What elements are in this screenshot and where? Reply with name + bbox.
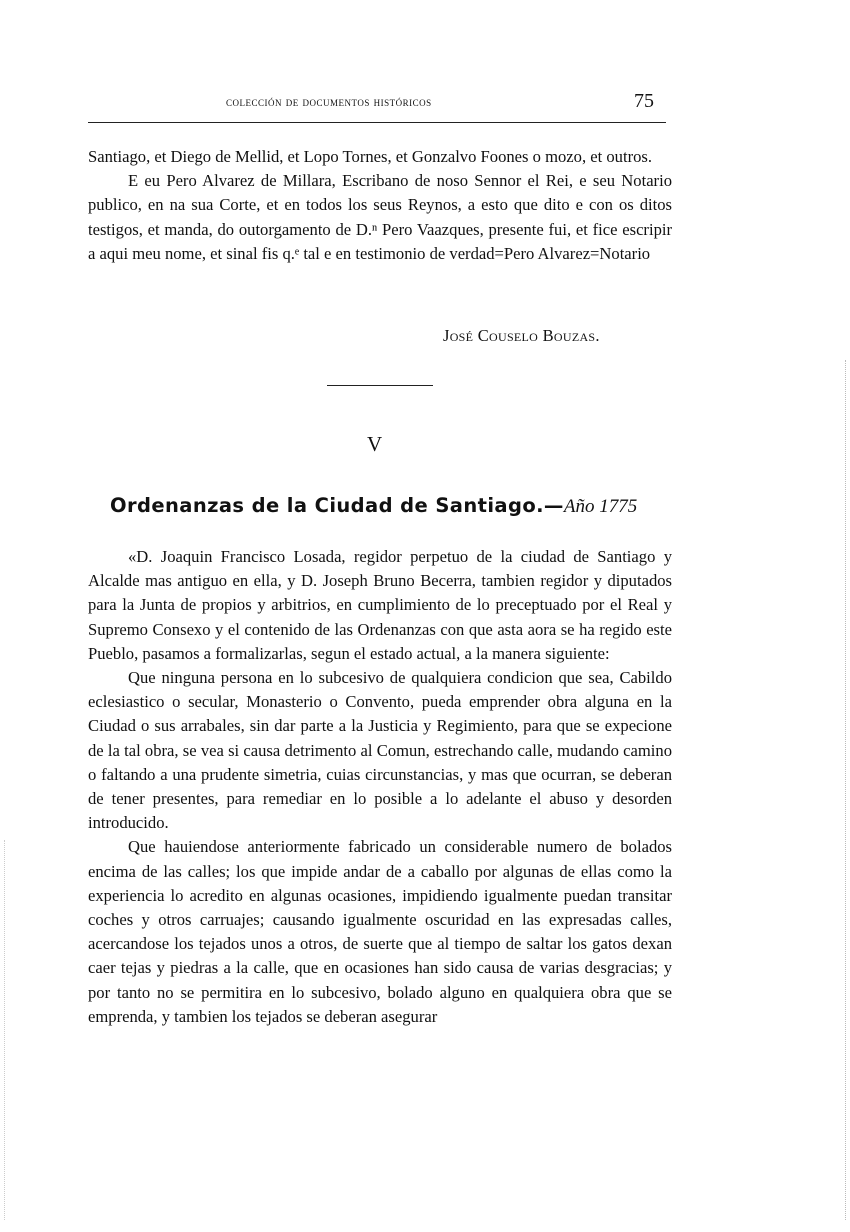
document-title-text: Ordenanzas de la Ciudad de Santiago.—	[110, 494, 564, 517]
document-year: Año 1775	[563, 496, 638, 517]
document-title	[110, 494, 637, 518]
prior-document-text	[88, 145, 672, 266]
paragraph: Santiago, et Diego de Mellid, et Lopo Tornes, et Gonzalvo Foones o mozo, et outros.	[88, 147, 653, 166]
paragraph: «D. Joaquin Francisco Losada, regidor perpetuo de la ciudad de Santiago y Alcalde mas antiguo en ella, y D. Joseph Bruno Becerra, tambien regidor y diputados para la Junta de propios y arbitrios, en cumplimiento de lo preceptuado por el Real y Supremo Consexo y el contenido de las Ordenanzas con que asta aora se ha regido este Pueblo, pasamos a formalizarlas, segun el estado actual, a la manera siguiente:	[88, 547, 672, 663]
signature: José Couselo Bouzas.	[443, 326, 600, 345]
scan-margin-artifact	[844, 360, 846, 1220]
running-header	[88, 92, 666, 123]
ordinances-text	[88, 545, 672, 1029]
running-title: colección de documentos históricos	[226, 94, 432, 109]
scan-margin-artifact	[4, 840, 6, 1220]
paragraph: Que ninguna persona en lo subcesivo de qualquiera condicion que sea, Cabildo eclesiastico o secular, Monasterio o Convento, pueda emprender obra alguna en la Ciudad o sus arrabales, sin dar parte a la Justicia y Regimiento, para que se expecione de la tal obra, se vea si causa detrimento al Comun, estrechando calle, mudando camino o faltando a una prudente simetria, cuias circunstancias, y mas que ocurran, se deberan de tener presentes, para remediar en lo posible a lo adelante el abuso y desorden introducido.	[88, 668, 672, 833]
paragraph: Que hauiendose anteriormente fabricado un considerable numero de bolados encima de las calles; los que impide andar de a caballo por algunas de ellas como la experiencia lo acredito en algunas ocasiones, impidiendo igualmente puedan transitar coches y otros carruajes; causando igualmente oscuridad en las expresadas calles, acercandose los tejados unos a otros, de suerte que al tiempo de saltar los gatos dexan caer tejas y piedras a la calle, que en ocasiones han sido causa de varias desgracias; y por tanto no se permitira en lo subcesivo, bolado alguno en qualquiera obra que se emprenda, y tambien los tejados se deberan asegurar	[88, 837, 672, 1026]
section-numeral: V	[367, 432, 383, 456]
paragraph: E eu Pero Alvarez de Millara, Escribano de noso Sennor el Rei, e seu Notario publico, en na sua Corte, et en todos los seus Reynos, a esto que dito e con os ditos testigos, et manda, do outorgamento de D.ⁿ Pero Vaazques, presente fui, et fice escripir a aqui meu nome, et sinal fis q.ᵉ tal e en testimonio de verdad=Pero Alvarez=Notario	[88, 171, 672, 263]
section-divider	[327, 385, 433, 386]
page-number: 75	[634, 90, 654, 112]
